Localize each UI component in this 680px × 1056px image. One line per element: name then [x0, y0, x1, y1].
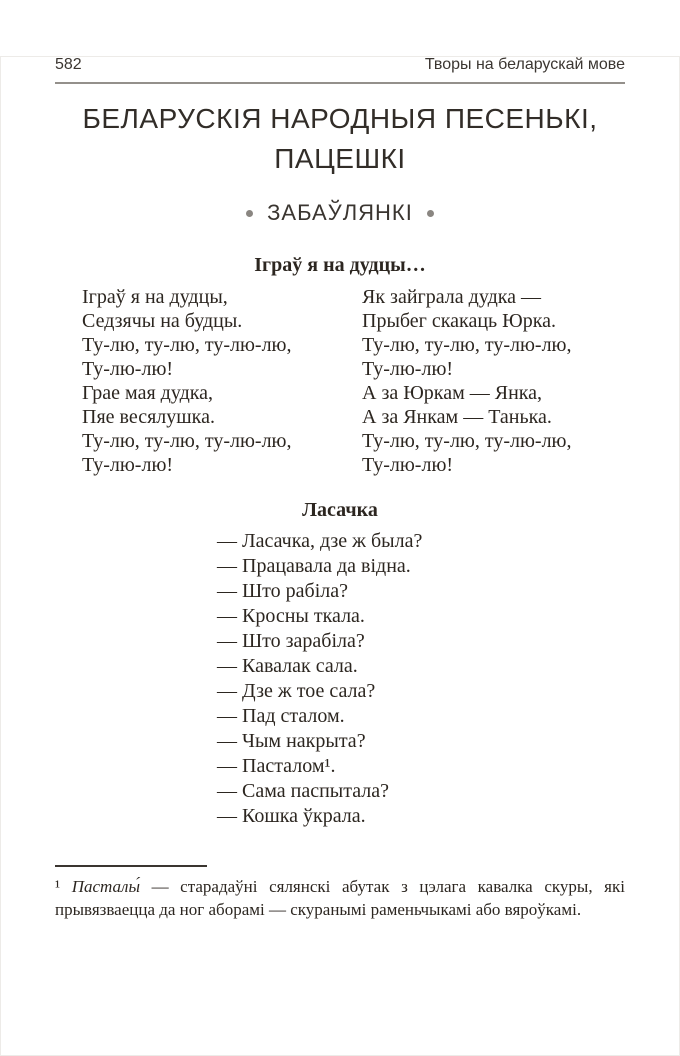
- poem-line: Ту-лю, ту-лю, ту-лю-лю,: [362, 334, 572, 356]
- poem-line: Як зайграла дудка —: [362, 286, 542, 308]
- page-title: БЕЛАРУСКІЯ НАРОДНЫЯ ПЕСЕНЬКІ, ПАЦЕШКІ: [82, 103, 598, 174]
- poem-line: Седзячы на будцы.: [82, 310, 243, 332]
- dialogue-line: — Сама паспытала?: [217, 780, 389, 802]
- dialogue-line: — Што зарабіла?: [217, 630, 365, 652]
- poem1-left-column: [82, 285, 362, 477]
- poem-line: Ту-лю, ту-лю, ту-лю-лю,: [82, 430, 292, 452]
- book-page: [0, 56, 680, 921]
- dialogue-line: — Кросны ткала.: [217, 605, 365, 627]
- poem-line: Пяе весялушка.: [82, 406, 215, 428]
- footnote: [55, 865, 625, 921]
- dialogue-line: — Чым накрыта?: [217, 730, 366, 752]
- poem-line: Ту-лю, ту-лю, ту-лю-лю,: [82, 334, 292, 356]
- running-head: [55, 56, 625, 84]
- dialogue-line: — Кошка ўкрала.: [217, 805, 366, 827]
- poem-line: Ту-лю-лю!: [362, 454, 454, 476]
- dialogue-line: — Пасталом¹.: [217, 755, 336, 777]
- subtitle-label: ЗАБАЎЛЯНКІ: [267, 200, 413, 225]
- dialogue-line: — Што рабіла?: [217, 580, 348, 602]
- section-subtitle: [55, 200, 625, 226]
- dialogue-line: — Працавала да відна.: [217, 555, 411, 577]
- poem2-title: Ласачка: [302, 499, 378, 521]
- poem1-right-column: [362, 285, 572, 477]
- poem-line: А за Юркам — Янка,: [362, 382, 543, 404]
- footnote-term: Пасталы́: [71, 877, 140, 896]
- footnote-marker: ¹: [55, 877, 72, 896]
- page-number: 582: [55, 56, 82, 73]
- bullet-icon: [246, 210, 253, 217]
- poem1-title: Іграў я на дудцы…: [254, 254, 426, 276]
- bullet-icon: [427, 210, 434, 217]
- poem-line: Ту-лю-лю!: [82, 454, 174, 476]
- poem-line: Ту-лю-лю!: [82, 358, 174, 380]
- poem1-columns: [55, 285, 625, 477]
- footnote-divider: [55, 865, 207, 867]
- poem-line: Прыбег скакаць Юрка.: [362, 310, 557, 332]
- footnote-definition: — старадаўні сялянскі абутак з цэлага кавалка скуры, які прывязваецца да ног аборамі — скуранымі раменьчыкамі або вяроўкамі.: [55, 877, 625, 919]
- poem-line: А за Янкам — Танька.: [362, 406, 552, 428]
- running-title: Творы на беларускай мове: [424, 56, 625, 73]
- dialogue-line: — Кавалак сала.: [217, 655, 358, 677]
- poem-line: Іграў я на дудцы,: [82, 286, 228, 308]
- footnote-text: [55, 876, 625, 921]
- dialogue-line: — Ласачка, дзе ж была?: [217, 530, 423, 552]
- dialogue-line: — Дзе ж тое сала?: [217, 680, 376, 702]
- poem-line: Ту-лю-лю!: [362, 358, 454, 380]
- dialogue-line: — Пад сталом.: [217, 705, 345, 727]
- poem-line: Грае мая дудка,: [82, 382, 214, 404]
- poem2-lines: [55, 529, 625, 829]
- poem-line: Ту-лю, ту-лю, ту-лю-лю,: [362, 430, 572, 452]
